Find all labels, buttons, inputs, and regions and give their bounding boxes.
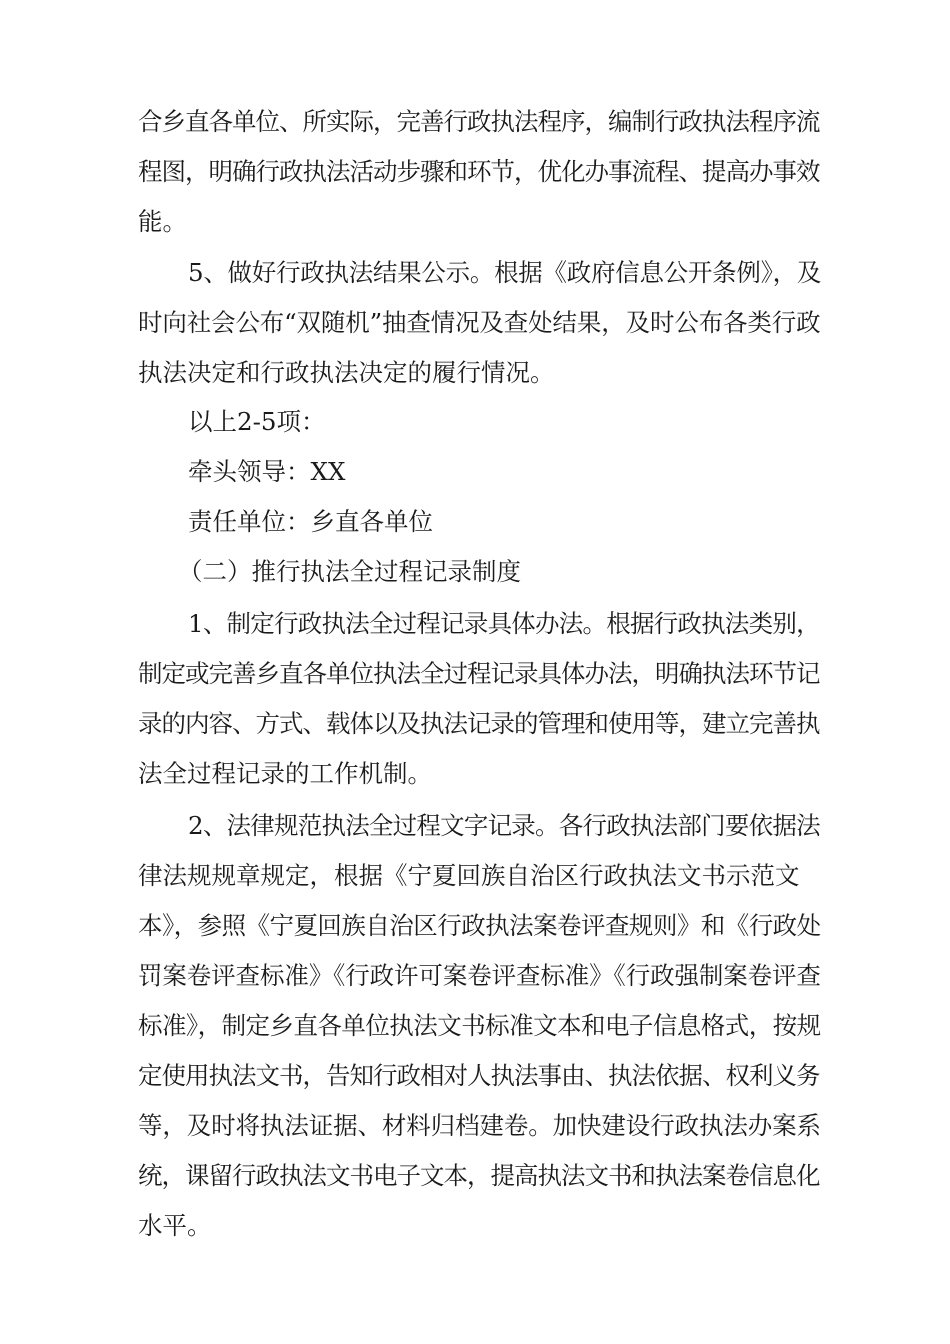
body-text-line: 本》，参照《宁夏回族自治区行政执法案卷评查规则》和《行政处 — [138, 911, 821, 940]
body-text-line: 以上2-5项： — [188, 407, 326, 436]
body-text-line: 时向社会公布“双随机”抽查情况及查处结果，及时公布各类行政 — [138, 308, 821, 337]
body-text-line: 牵头领导：XX — [188, 457, 346, 486]
body-text-line: 罚案卷评查标准》《行政许可案卷评查标准》《行政强制案卷评查 — [138, 961, 821, 990]
body-text-line: 程图，明确行政执法活动步骤和环节，优化办事流程、提高办事效 — [138, 157, 820, 186]
body-text-line: 律法规规章规定，根据《宁夏回族自治区行政执法文书示范文 — [138, 861, 800, 890]
body-text-line: 1、制定行政执法全过程记录具体办法。根据行政执法类别， — [188, 609, 820, 638]
body-text-line: 合乡直各单位、所实际，完善行政执法程序，编制行政执法程序流 — [138, 107, 820, 136]
body-text-line: 责任单位：乡直各单位 — [188, 507, 433, 536]
body-text-line: 标准》，制定乡直各单位执法文书标准文本和电子信息格式，按规 — [138, 1011, 821, 1040]
body-text-line: 法全过程记录的工作机制。 — [138, 759, 432, 788]
body-text-line: 5、做好行政执法结果公示。根据《政府信息公开条例》，及 — [188, 258, 822, 287]
body-text-line: 2、法律规范执法全过程文字记录。各行政执法部门要依据法 — [188, 811, 820, 840]
body-text-line: 执法决定和行政执法决定的履行情况。 — [138, 358, 555, 387]
body-text-line: 录的内容、方式、载体以及执法记录的管理和使用等，建立完善执 — [138, 709, 820, 738]
body-text-line: 统，课留行政执法文书电子文本，提高执法文书和执法案卷信息化 — [138, 1161, 820, 1190]
body-text-line: 水平。 — [138, 1211, 212, 1240]
body-text-line: 制定或完善乡直各单位执法全过程记录具体办法，明确执法环节记 — [138, 659, 820, 688]
body-text-line: 能。 — [138, 207, 187, 236]
body-text-line: 定使用执法文书，告知行政相对人执法事由、执法依据、权利义务 — [138, 1061, 820, 1090]
body-text-line: 等，及时将执法证据、材料归档建卷。加快建设行政执法办案系 — [138, 1111, 821, 1140]
section-heading: （二）推行执法全过程记录制度 — [178, 557, 521, 586]
